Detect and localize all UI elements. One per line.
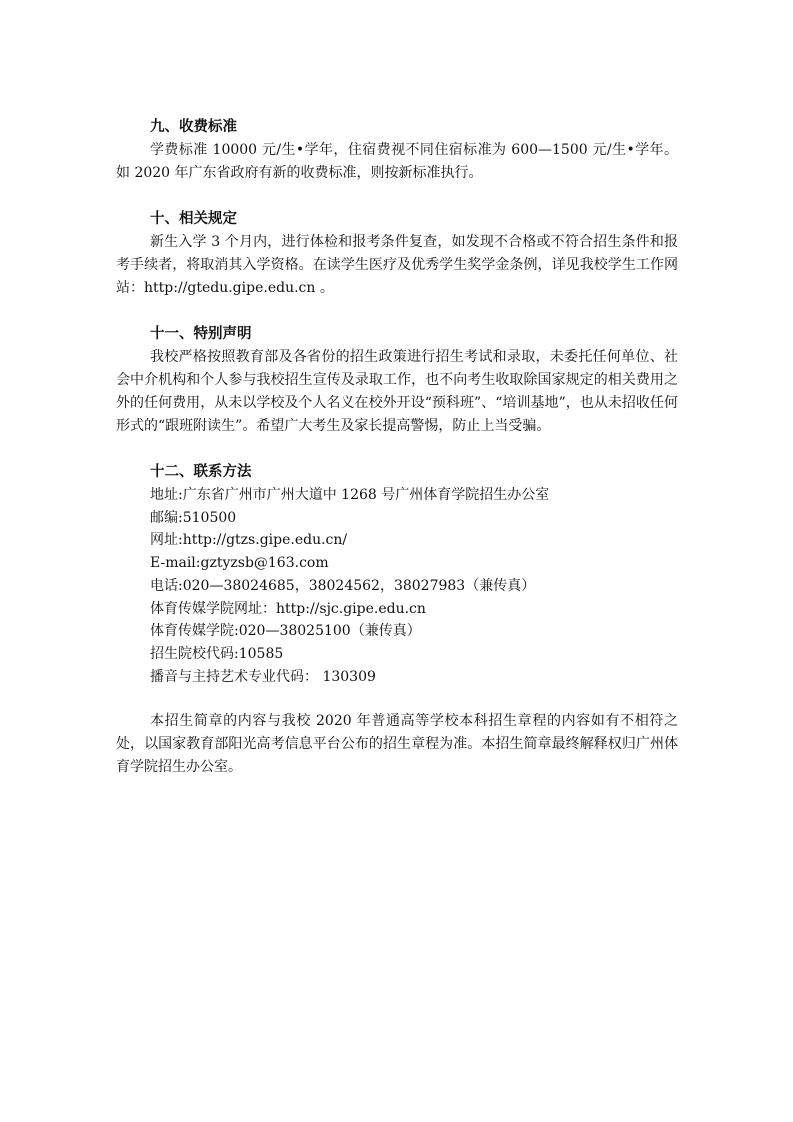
section-heading: 十二、联系方法 [150, 464, 252, 480]
section-heading: 十、相关规定 [150, 211, 237, 227]
section-closing [116, 710, 678, 779]
section-regulations [116, 208, 678, 300]
section-paragraph: 我校严格按照教育部及各省份的招生政策进行招生考试和录取，未委托任何单位、社会中介机构和个人参与我校招生宣传及录取工作，也不向考生收取除国家规定的相关费用之外的任何费用，从未以学校及个人名义在校外开设“预科班”、“培训基地”，也从未招收任何形式的“跟班附读生”。希望广大考生及家长提高警惕，防止上当受骗。 [116, 349, 678, 434]
section-contact [116, 461, 678, 688]
contact-media-phone: 体育传媒学院:020—38025100（兼传真） [150, 623, 421, 640]
contact-phone: 电话:020—38024685，38024562，38027983（兼传真） [150, 577, 536, 594]
contact-postcode: 邮编:510500 [150, 509, 237, 526]
closing-paragraph: 本招生简章的内容与我校 2020 年普通高等学校本科招生章程的内容如有不相符之处，以国家教育部阳光高考信息平台公布的招生章程为准。本招生简章最终解释权归广州体育学院招生办公室。 [116, 713, 678, 776]
spacer [116, 438, 678, 461]
spacer [116, 185, 678, 208]
contact-email: E-mail:gztyzsb@163.com [150, 555, 329, 572]
section-heading: 九、收费标准 [150, 119, 237, 135]
section-paragraph: 新生入学 3 个月内，进行体检和报考条件复查，如发现不合格或不符合招生条件和报考手续者，将取消其入学资格。在读学生医疗及优秀学生奖学金条例，详见我校学生工作网站：http://gtedu.gipe.edu.cn 。 [116, 234, 678, 296]
contact-address: 地址:广东省广州市广州大道中 1268 号广州体育学院招生办公室 [150, 487, 550, 503]
contact-website: 网址:http://gtzs.gipe.edu.cn/ [150, 532, 348, 549]
spacer [116, 300, 678, 323]
section-fees [116, 116, 678, 185]
contact-school-code: 招生院校代码:10585 [150, 645, 284, 662]
contact-major-code: 播音与主持艺术专业代码： 130309 [150, 668, 376, 685]
section-paragraph: 学费标准 10000 元/生•学年，住宿费视不同住宿标准为 600—1500 元/生•学年。如 2020 年广东省政府有新的收费标准，则按新标准执行。 [116, 142, 678, 181]
contact-media-website: 体育传媒学院网址：http://sjc.gipe.edu.cn [150, 600, 426, 617]
section-statement [116, 323, 678, 438]
spacer [116, 688, 678, 710]
document-page [116, 116, 678, 779]
section-heading: 十一、特别声明 [150, 326, 252, 342]
